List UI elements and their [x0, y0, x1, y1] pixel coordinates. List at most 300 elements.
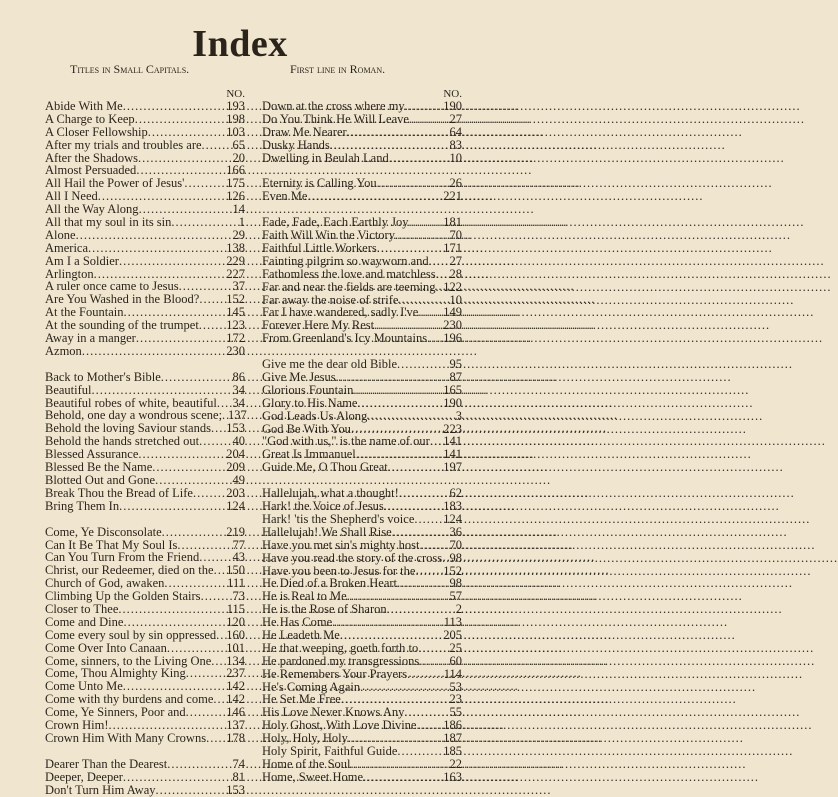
- hymn-title: At the Fountain: [45, 305, 124, 320]
- hymn-number: 23: [449, 692, 462, 707]
- index-entry: [45, 616, 245, 629]
- hymn-number: 34: [232, 382, 245, 397]
- left-index-column: [45, 88, 245, 796]
- hymn-number: 204: [226, 447, 245, 462]
- hymn-number: 81: [232, 769, 245, 784]
- hymn-title: Behold the loving Saviour stands: [45, 421, 211, 436]
- hymn-number: 221: [443, 189, 462, 204]
- index-entry: [45, 345, 245, 358]
- hymn-title: Almost Persuaded: [45, 163, 137, 178]
- hymn-number: 70: [449, 537, 462, 552]
- hymn-number: 25: [449, 640, 462, 655]
- dot-leader: [407, 668, 442, 681]
- hymn-number: 152: [443, 563, 462, 578]
- hymn-number: 219: [226, 524, 245, 539]
- hymn-number: 49: [232, 472, 245, 487]
- hymn-title: Alone: [45, 227, 76, 242]
- hymn-title: Come Unto Me: [45, 679, 123, 694]
- hymn-number: 229: [226, 253, 245, 268]
- hymn-number: 138: [226, 240, 245, 255]
- hymn-title: Far and near the fields are teeming: [262, 279, 436, 294]
- hymn-title: Am I a Soldier: [45, 253, 119, 268]
- hymn-number: 196: [443, 331, 462, 346]
- hymn-number: 27: [449, 253, 462, 268]
- hymn-title: God Be With You: [262, 421, 351, 436]
- hymn-title: A Charge to Keep: [45, 111, 135, 126]
- hymn-title: Holy, Holy, Holy: [262, 731, 348, 746]
- dot-leader: [429, 255, 448, 268]
- dot-leader: [162, 526, 225, 539]
- hymn-number: 10: [449, 292, 462, 307]
- hymn-title: Fathomless the love and matchless: [262, 266, 436, 281]
- hymn-title: All that my soul in its sin: [45, 215, 172, 230]
- dot-leader: [135, 113, 225, 126]
- hymn-title: Far I have wandered, sadly I've: [262, 305, 419, 320]
- hymn-number: 172: [226, 331, 245, 346]
- dot-leader: [351, 758, 448, 771]
- hymn-number: 14: [232, 202, 245, 217]
- index-entry: [262, 281, 462, 294]
- hymn-number: 28: [449, 266, 462, 281]
- hymn-title: Fainting pilgrim so wayworn and: [262, 253, 429, 268]
- letter-group-gap: [45, 358, 245, 371]
- hymn-title: Forever Here My Rest: [262, 318, 375, 333]
- hymn-number: 171: [443, 241, 462, 256]
- hymn-number: 124: [443, 511, 462, 526]
- index-entry: [262, 190, 462, 203]
- dot-leader: [206, 732, 224, 745]
- hymn-number: 178: [226, 730, 245, 745]
- hymn-title: Even Me: [262, 189, 308, 204]
- letter-group-gap: [45, 513, 245, 526]
- hymn-title: After my trials and troubles are: [45, 137, 202, 152]
- index-entry: [262, 758, 462, 771]
- hymn-number: 185: [443, 743, 462, 758]
- hymn-number: 122: [443, 279, 462, 294]
- hymn-number: 43: [232, 550, 245, 565]
- hymn-number: 166: [226, 163, 245, 178]
- index-entry: [262, 745, 462, 758]
- hymn-title: Faithful Little Workers: [262, 241, 377, 256]
- hymn-title: Come and Dine: [45, 614, 124, 629]
- hymn-title: After the Shadows: [45, 150, 139, 165]
- hymn-number: 137: [226, 717, 245, 732]
- hymn-number: 83: [449, 137, 462, 152]
- index-entry: [45, 500, 245, 513]
- index-entry: [262, 255, 462, 268]
- hymn-number: 165: [443, 382, 462, 397]
- index-entry: [262, 771, 462, 784]
- index-entry: [262, 332, 462, 345]
- hymn-number: 181: [443, 215, 462, 230]
- letter-group-gap: [45, 745, 245, 758]
- dot-leader: [155, 474, 230, 487]
- index-entry: [45, 629, 245, 642]
- hymn-number: 126: [226, 189, 245, 204]
- index-entry: [262, 655, 462, 668]
- hymn-number: 70: [449, 228, 462, 243]
- hymn-title: Bring Them In: [45, 498, 120, 513]
- hymn-number: 62: [449, 486, 462, 501]
- index-entry: [262, 152, 462, 165]
- hymn-title: Blessed Assurance: [45, 447, 139, 462]
- dot-leader: [156, 784, 225, 797]
- dot-leader: [330, 139, 448, 152]
- hymn-title: Break Thou the Bread of Life: [45, 485, 193, 500]
- hymn-title: Are You Washed in the Blood?: [45, 292, 200, 307]
- hymn-title: Glory to His Name: [262, 395, 358, 410]
- index-entry: [262, 668, 462, 681]
- hymn-title: Away in a manger: [45, 331, 136, 346]
- hymn-number: 187: [443, 731, 462, 746]
- right-index-column: [262, 88, 462, 784]
- dot-leader: [419, 539, 447, 552]
- index-entry: [45, 371, 245, 384]
- dot-leader: [118, 603, 224, 616]
- dot-leader: [392, 526, 448, 539]
- hymn-number: 141: [443, 434, 462, 449]
- hymn-title: Christ, our Redeemer, died on the: [45, 563, 214, 578]
- hymn-number: 77: [232, 537, 245, 552]
- hymn-number: 40: [232, 434, 245, 449]
- hymn-title: Holy Spirit, Faithful Guide: [262, 743, 398, 758]
- hymn-number: 95: [449, 357, 462, 372]
- hymn-number: 26: [449, 176, 462, 191]
- hymn-number: 163: [443, 769, 462, 784]
- dot-leader: [88, 242, 224, 255]
- hymn-number: 98: [449, 550, 462, 565]
- hymn-number: 37: [232, 279, 245, 294]
- index-entry: [45, 100, 245, 113]
- index-entry: [45, 526, 245, 539]
- hymn-number: 198: [226, 111, 245, 126]
- hymn-title: Blotted Out and Gone: [45, 472, 156, 487]
- hymn-title: Draw Me Nearer: [262, 124, 347, 139]
- index-entry: [262, 552, 462, 565]
- hymn-number: 36: [449, 524, 462, 539]
- hymn-number: 141: [443, 447, 462, 462]
- hymn-number: 223: [443, 421, 462, 436]
- hymn-title: "God with us," is the name of our: [262, 434, 430, 449]
- hymn-number: 22: [449, 756, 462, 771]
- hymn-number: 152: [226, 292, 245, 307]
- hymn-title: His Love Never Knows Any: [262, 705, 405, 720]
- hymn-number: 123: [226, 318, 245, 333]
- hymn-number: 3: [455, 408, 462, 423]
- hymn-title: Home of the Soul: [262, 756, 351, 771]
- hymn-number: 74: [232, 756, 245, 771]
- hymn-title: Crown Him!: [45, 717, 109, 732]
- hymn-title: Have you been to Jesus for the: [262, 563, 416, 578]
- hymn-number: 175: [226, 176, 245, 191]
- hymn-title: Dearer Than the Dearest: [45, 756, 168, 771]
- hymn-number: 149: [443, 305, 462, 320]
- hymn-title: Come every soul by sin oppressed: [45, 627, 217, 642]
- hymn-title: Closer to Thee: [45, 601, 119, 616]
- hymn-title: Dusky Hands: [262, 137, 330, 152]
- hymn-title: Deeper, Deeper: [45, 769, 123, 784]
- hymn-title: Hark! the Voice of Jesus: [262, 499, 384, 514]
- hymn-number: 103: [226, 124, 245, 139]
- hymn-title: He Has Come: [262, 615, 333, 630]
- index-entry: [45, 255, 245, 268]
- hymn-title: Down at the cross where my: [262, 99, 405, 113]
- hymn-number: 65: [232, 137, 245, 152]
- index-entry: [45, 242, 245, 255]
- hymn-title: Come, Ye Sinners, Poor and: [45, 705, 186, 720]
- hymn-number: 186: [443, 718, 462, 733]
- dot-leader: [171, 216, 236, 229]
- index-entry: [45, 332, 245, 345]
- dot-leader: [389, 152, 448, 165]
- hymn-number: 190: [443, 99, 462, 113]
- hymn-title: Abide With Me: [45, 99, 123, 113]
- hymn-title: Give Me Jesus: [262, 370, 336, 385]
- hymn-title: Can It Be That My Soul Is: [45, 537, 178, 552]
- hymn-title: Come, Ye Disconsolate: [45, 524, 162, 539]
- hymn-title: He is the Rose of Sharon: [262, 602, 387, 617]
- hymn-title: Home, Sweet Home: [262, 769, 364, 784]
- hymn-title: Hark! 'tis the Shepherd's voice: [262, 511, 415, 526]
- dot-leader: [405, 100, 442, 113]
- dot-leader: [119, 500, 224, 513]
- hymn-number: 120: [226, 614, 245, 629]
- hymn-title: At the sounding of the trumpet: [45, 318, 199, 333]
- dot-leader: [377, 242, 442, 255]
- dot-leader: [92, 384, 231, 397]
- hymn-number: 237: [226, 666, 245, 681]
- hymn-title: He Remembers Your Prayers: [262, 666, 408, 681]
- index-entry: [262, 410, 462, 423]
- hymn-number: 64: [449, 124, 462, 139]
- hymn-number: 146: [226, 705, 245, 720]
- index-entry: [45, 126, 245, 139]
- hymn-number: 134: [226, 653, 245, 668]
- hymn-number: 86: [232, 369, 245, 384]
- index-entry: [45, 719, 245, 732]
- dot-leader: [307, 190, 441, 203]
- hymn-title: Come with thy burdens and come: [45, 692, 214, 707]
- hymn-number: 153: [226, 782, 245, 797]
- hymn-title: He that weeping, goeth forth to: [262, 640, 419, 655]
- hymn-title: Give me the dear old Bible: [262, 357, 398, 372]
- hymn-title: Arlington: [45, 266, 94, 281]
- hymn-number: 20: [232, 150, 245, 165]
- hymn-title: He Leadeth Me: [262, 627, 340, 642]
- hymn-title: Don't Turn Him Away: [45, 782, 156, 797]
- hymn-number: 87: [449, 370, 462, 385]
- dot-leader: [353, 384, 441, 397]
- dot-leader: [347, 126, 448, 139]
- index-entry: [45, 642, 245, 655]
- hymn-number: 57: [449, 589, 462, 604]
- dot-leader: [123, 616, 224, 629]
- hymn-number: 73: [232, 589, 245, 604]
- dot-leader: [136, 332, 224, 345]
- hymn-title: Come, Thou Almighty King: [45, 666, 186, 681]
- hymn-title: Hallelujah! We Shall Rise: [262, 524, 392, 539]
- index-entry: [45, 139, 245, 152]
- index-entry: [45, 603, 245, 616]
- hymn-title: America: [45, 240, 89, 255]
- hymn-title: He is Real to Me: [262, 589, 347, 604]
- hymn-number: 10: [449, 150, 462, 165]
- dot-leader: [202, 139, 231, 152]
- dot-leader: [436, 268, 448, 281]
- index-entry: [45, 732, 245, 745]
- hymn-title: Holy Ghost, With Love Divine: [262, 718, 417, 733]
- hymn-number: 114: [443, 666, 462, 681]
- index-entry: [45, 216, 245, 229]
- dot-leader: [397, 745, 441, 758]
- hymn-number: 115: [226, 601, 245, 616]
- hymn-number: 29: [232, 227, 245, 242]
- hymn-title: Come Over Into Canaan: [45, 640, 167, 655]
- hymn-title: A Closer Fellowship: [45, 124, 148, 139]
- hymn-title: Climbing Up the Golden Stairs: [45, 589, 201, 604]
- hymn-number: 160: [226, 627, 245, 642]
- hymn-title: All Hail the Power of Jesus': [45, 176, 185, 191]
- index-entry: [262, 242, 462, 255]
- hymn-title: All I Need: [45, 189, 98, 204]
- index-entry: [262, 513, 462, 526]
- hymn-number: 34: [232, 395, 245, 410]
- dot-leader: [193, 487, 224, 500]
- hymn-number: 190: [443, 395, 462, 410]
- hymn-number: 183: [443, 499, 462, 514]
- dot-leader: [76, 229, 231, 242]
- index-entry: [262, 461, 462, 474]
- hymn-title: Great Is Immanuel: [262, 447, 356, 462]
- dot-leader: [367, 410, 454, 423]
- index-entry: [45, 771, 245, 784]
- index-entry: [45, 461, 245, 474]
- hymn-title: A ruler once came to Jesus: [45, 279, 179, 294]
- hymn-number: 98: [449, 576, 462, 591]
- hymn-title: He pardoned my transgressions: [262, 653, 420, 668]
- hymn-number: 209: [226, 460, 245, 475]
- dot-leader: [427, 332, 441, 345]
- hymn-title: He Set Me Free: [262, 692, 341, 707]
- hymn-title: Can You Turn From the Friend: [45, 550, 200, 565]
- index-entry: [262, 371, 462, 384]
- hymn-number: 205: [443, 627, 462, 642]
- page-title: Index: [192, 23, 288, 65]
- hymn-title: Blessed Be the Name: [45, 460, 153, 475]
- dot-leader: [216, 629, 224, 642]
- number-column-label: NO.: [226, 88, 245, 100]
- dot-leader: [167, 758, 230, 771]
- dot-leader: [363, 771, 441, 784]
- dot-leader: [340, 629, 442, 642]
- left-column-heading: Titles in Small Capitals.: [70, 62, 190, 76]
- hymn-number: 111: [227, 576, 245, 591]
- hymn-title: God Leads Us Along: [262, 408, 368, 423]
- index-entry: [262, 397, 462, 410]
- dot-leader: [167, 642, 224, 655]
- hymn-title: Crown Him With Many Crowns: [45, 730, 207, 745]
- hymn-title: Have you met sin's mighty host: [262, 537, 420, 552]
- dot-leader: [148, 126, 224, 139]
- hymn-number: 1: [238, 215, 245, 230]
- index-entry: [45, 784, 245, 797]
- hymn-title: Have you read the story of the cross: [262, 550, 443, 565]
- hymn-number: 227: [226, 266, 245, 281]
- hymn-title: Church of God, awaken: [45, 576, 165, 591]
- hymn-number: 2: [455, 602, 462, 617]
- hymn-number: 27: [449, 111, 462, 126]
- right-column-heading: First line in Roman.: [290, 62, 386, 76]
- hymn-title: Come, sinners, to the Living One: [45, 653, 212, 668]
- hymn-title: Fade, Fade, Each Earthly Joy: [262, 215, 409, 230]
- hymn-title: Eternity is Calling You: [262, 176, 377, 191]
- hymn-number: 55: [449, 705, 462, 720]
- hymn-title: Hallelujah, what a thought!: [262, 486, 399, 501]
- index-entry: [262, 500, 462, 513]
- dot-leader: [414, 513, 441, 526]
- dot-leader: [161, 371, 231, 384]
- index-entry: [262, 126, 462, 139]
- hymn-title: Beautiful robes of white, beautiful: [45, 395, 217, 410]
- hymn-number: 230: [226, 343, 245, 358]
- hymn-number: 193: [226, 99, 245, 113]
- hymn-title: Back to Mother's Bible: [45, 369, 161, 384]
- hymn-title: Glorious Fountain: [262, 382, 354, 397]
- dot-leader: [336, 371, 448, 384]
- hymn-title: Azmon: [45, 343, 82, 358]
- index-entry: [262, 642, 462, 655]
- hymn-number: 142: [226, 679, 245, 694]
- hymn-title: Do You Think He Will Leave: [262, 111, 409, 126]
- hymn-number: 197: [443, 460, 462, 475]
- hymn-title: He's Coming Again: [262, 679, 361, 694]
- dot-leader: [109, 719, 225, 732]
- index-entry: [262, 526, 462, 539]
- index-entry: [45, 384, 245, 397]
- dot-leader: [418, 642, 447, 655]
- hymn-number: 137: [228, 408, 247, 423]
- index-entry: [262, 539, 462, 552]
- index-entry: [262, 139, 462, 152]
- index-entry: [45, 474, 245, 487]
- hymn-number: 101: [226, 640, 245, 655]
- index-entry: [262, 100, 462, 113]
- hymn-title: Behold the hands stretched out: [45, 434, 200, 449]
- hymn-title: Behold, one day a wondrous scene;: [45, 408, 223, 423]
- dot-leader: [119, 255, 224, 268]
- dot-leader: [357, 397, 441, 410]
- index-entry: [262, 268, 462, 281]
- hymn-number: 153: [226, 421, 245, 436]
- hymn-number: 145: [226, 305, 245, 320]
- dot-leader: [123, 100, 225, 113]
- number-column-label: NO.: [443, 88, 462, 100]
- hymn-number: 124: [226, 498, 245, 513]
- hymn-number: 142: [226, 692, 245, 707]
- hymn-title: Beautiful: [45, 382, 92, 397]
- hymn-title: He Died of a Broken Heart: [262, 576, 398, 591]
- hymn-number: 53: [449, 679, 462, 694]
- hymn-title: Far away the noise of strife: [262, 292, 399, 307]
- dot-leader: [82, 345, 224, 358]
- index-entry: [45, 758, 245, 771]
- hymn-number: 230: [443, 318, 462, 333]
- hymn-number: 113: [443, 615, 462, 630]
- hymn-title: From Greenland's Icy Mountains: [262, 331, 428, 346]
- hymn-number: 60: [449, 653, 462, 668]
- hymn-title: Guide Me, O Thou Great: [262, 460, 388, 475]
- dot-leader: [388, 461, 441, 474]
